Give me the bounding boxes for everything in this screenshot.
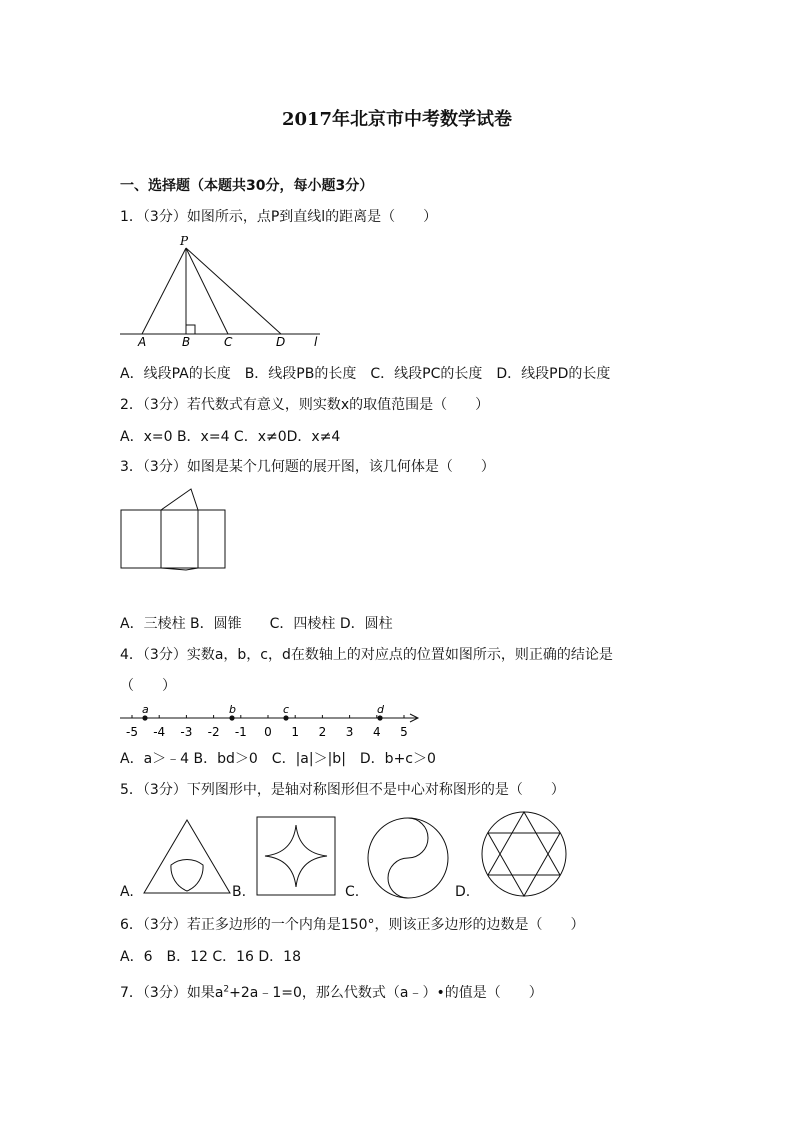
label-b: B [182,335,191,348]
question-6-stem: 6．（3分）若正多边形的一个内角是150°，则该正多边形的边数是（ ） [120,917,585,933]
axis-tick-label: 5 [400,725,408,739]
question-4-stem-line1: 4．（3分）实数a，b，c，d在数轴上的对应点的位置如图所示，则正确的结论是 [120,647,613,663]
question-1-stem: 1．（3分）如图所示，点P到直线l的距离是（ ） [120,209,438,225]
axis-tick-label: 0 [264,725,272,739]
question-7-stem [120,982,543,1002]
q5-figure-c [366,816,450,900]
label-d: D [276,335,286,348]
four-point-star-shape [265,825,327,887]
section-heading: 一、选择题（本题共30分，每小题3分） [120,178,374,194]
label-point-a: a [142,703,149,716]
q5-figure-a [142,817,234,897]
question-2-options: A．x=0 B．x=4 C．x≠0D．x≠4 [120,429,341,445]
axis-tick-label: -2 [207,725,220,739]
question-4-number-line [115,700,425,742]
net-top-triangle [161,489,198,510]
q5-option-b-label: B. [232,884,247,900]
question-3-figure [118,486,230,572]
axis-tick-label: -1 [234,725,247,739]
axis-tick-label: -5 [126,725,138,739]
star-triangle-down [488,833,560,896]
question-1-figure [115,232,325,348]
question-3-options: A．三棱柱 B．圆锥 C．四棱柱 D．圆柱 [120,616,393,632]
axis-ticks [126,715,408,739]
question-6-options: A．6 B．12 C．16 D．18 [120,949,301,965]
point-b [229,715,234,720]
axis-tick-label: -4 [153,725,166,739]
label-l: l [314,335,318,348]
segment-pc [186,248,228,334]
point-a [142,715,147,720]
outer-circle-shape [482,812,566,896]
label-p: P [180,234,189,248]
net-rectangle [121,510,225,568]
axis-tick-label: -3 [180,725,193,739]
question-3-stem: 3．（3分）如图是某个几何题的展开图，该几何体是（ ） [120,459,495,475]
question-5-stem: 5．（3分）下列图形中，是轴对称图形但不是中心对称图形的是（ ） [120,782,565,798]
question-4-options: A．a＞﹣4 B．bd＞0 C．|a|＞|b| D．b+c＞0 [120,751,436,767]
point-c [283,715,288,720]
axis-tick-label: 4 [372,725,381,739]
star-triangle-up [488,812,560,875]
q7-exponent: 2 [223,984,230,995]
q5-figure-d [480,810,568,898]
label-a: A [138,335,147,348]
square-shape [257,817,335,895]
axis-tick-label: 3 [345,725,354,739]
label-point-c: c [283,703,290,716]
reuleaux-shape [171,859,203,891]
triangle-shape [144,820,230,893]
q7-stem-suffix: +2a﹣1=0，那么代数式（a﹣）•的值是（ ） [229,985,543,1001]
q5-option-d-label: D. [455,884,471,900]
question-1-options: A．线段PA的长度 B．线段PB的长度 C．线段PC的长度 D．线段PD的长度 [120,366,611,382]
q5-option-c-label: C. [345,884,360,900]
label-point-b: b [229,703,236,716]
segment-pa [142,248,186,334]
right-angle-mark [186,325,195,334]
point-d [377,715,382,720]
question-2-stem: 2．（3分）若代数式有意义，则实数x的取值范围是（ ） [120,397,490,413]
q7-stem-prefix: 7．（3分）如果a [120,985,224,1001]
axis-tick-label: 2 [318,725,327,739]
page-title: 2017年北京市中考数学试卷 [281,109,513,130]
q5-figure-b [256,816,338,898]
label-c: C [224,335,233,348]
label-point-d: d [377,703,384,716]
s-curve-shape [388,818,428,898]
q5-option-a-label: A. [120,884,134,900]
segment-pd [186,248,281,334]
axis-tick-label: 1 [291,725,300,739]
question-4-stem-line2: （ ） [120,678,176,694]
